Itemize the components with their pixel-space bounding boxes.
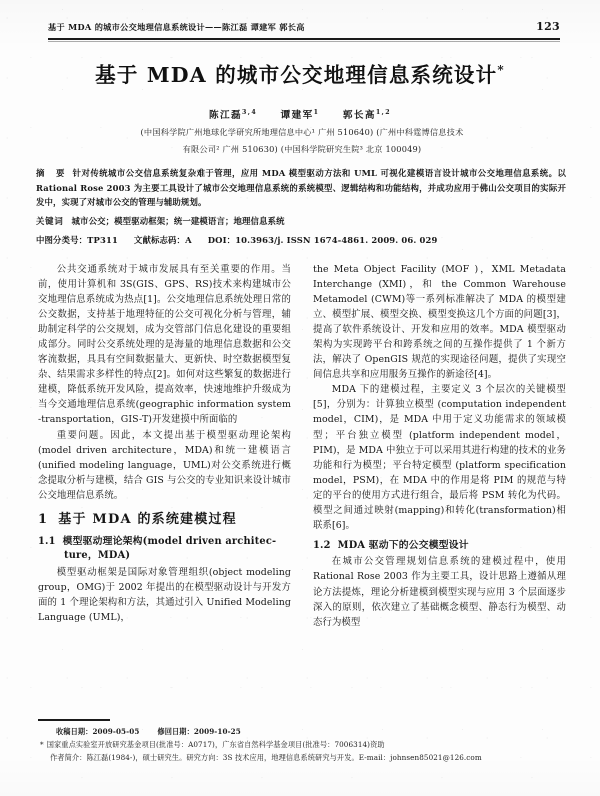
- author-3-affil-mark: 1,2: [375, 108, 392, 116]
- clc-value: TP311: [87, 235, 118, 246]
- affiliation-line-1: (中国科学院广州地球化学研究所地理信息中心¹ 广州 510640) (广州中科霆博信息技术: [140, 127, 464, 137]
- doc-type-label: 文献标志码：: [133, 235, 186, 246]
- left-paragraph-3: 模型驱动框架是国际对象管理组织(object modeling group，OMG)于 2002 年提出的在模型驱动设计与开发方面的 1 个理论架构和方法，其通过引入 Unified Modeling Language (UML)，: [38, 566, 291, 624]
- funding-text: 国家重点实验室开放研究基金项目(批准号：A0717)，广东省自然科学基金项目(批准号：7006314)资助: [46, 740, 385, 750]
- keywords-text: 城市公交；模型驱动框架；统一建模语言；地理信息系统: [71, 216, 285, 227]
- abstract-label: 摘 要: [36, 168, 69, 178]
- page-number: 123: [536, 20, 560, 33]
- header-rule: [48, 38, 560, 40]
- page-title-text: 基于 MDA 的城市公交地理信息系统设计: [95, 63, 498, 87]
- bio-label: 作者简介：: [50, 753, 87, 763]
- clc-label: 中图分类号：: [36, 235, 88, 246]
- subsection-title: MDA 驱动下的公交模型设计: [337, 539, 469, 551]
- section-title: 基于 MDA 的系统建模过程: [58, 511, 237, 527]
- doi-value: 10.3963/j. ISSN 1674-4861. 2009. 06. 029: [235, 235, 438, 246]
- revised-label: 修回日期：: [157, 727, 194, 736]
- received-date: 2009-05-05: [92, 727, 140, 736]
- author-1: [209, 110, 257, 121]
- author-2-name: 谭建军: [280, 110, 314, 121]
- footnote-dates: [38, 726, 566, 738]
- right-paragraph-3: 在城市公交管理规划信息系统的建模过程中，使用 Rational Rose 2003 作为主要工具，设计思路上遵循从理论方法提炼，理论分析建模到模型实现与应用 3 个层面逐步深入的原则，依次建立了基础概念模型、静态行为模型、动态行为模型: [313, 556, 566, 628]
- subsection-heading-1-1: [38, 535, 291, 564]
- keywords-line: [36, 214, 566, 229]
- classification-line: [36, 233, 566, 248]
- abstract-paragraph: [36, 166, 566, 210]
- subsection-number: 1.2: [313, 539, 331, 551]
- author-1-name: 陈江磊: [208, 110, 242, 121]
- left-paragraph-2: 重要问题。因此，本文提出基于模型驱动理论架构(model driven architecture，MDA)和统一建模语言(unified modeling language，UML)对公交系统进行概念提取分析与建模，结合 GIS 与公交的专业知识来设计城市公交地理信息系统。: [38, 429, 291, 501]
- section-number: 1: [38, 511, 49, 527]
- footnote-funding: [38, 739, 566, 751]
- footnote-author-bio: [38, 752, 566, 764]
- doi-label: DOI：: [207, 235, 236, 246]
- right-paragraph-1: the Meta Object Facility (MOF )，XML Metadata Interchange (XMI)，和 the Common Warehouse Metamodel (CWM)等一系列标准解决了 MDA 的模型建立、模型扩展、模型交换、模型变换这几个方面的问题[3]，提高了软件系统设计、开发和应用的效率。MDA 模型驱动架构为实现跨平台和跨系统之间的互操作提供了 1 个新方法，解决了 OpenGIS 规范的实现途径问题，提供了实现空间信息共享和应用服务互操作的新途径[4]。: [313, 264, 566, 381]
- funding-footnote-mark: *: [40, 740, 44, 750]
- abstract-text: 针对传统城市公交信息系统复杂难于管理，应用 MDA 模型驱动方法和 UML 可视化建模语言设计城市公交地理信息系统。以 Rational Rose 2003 为主要工具设计了城市公交地理信息系统的系统模型、逻辑结构和功能结构，并成功应用于佛山公交项目的实际开发中，实现了对城市公交的管理与辅助规划。: [36, 168, 566, 208]
- keywords-label: 关键词: [36, 216, 64, 227]
- left-column: [38, 262, 291, 714]
- revised-date: 2009-10-25: [193, 727, 241, 736]
- abstract-block: [36, 166, 566, 248]
- doc-type-value: A: [185, 235, 192, 246]
- subsection-title: 模型驱动理论架构(model driven architec-: [62, 535, 277, 547]
- running-head-title: 基于 MDA 的城市公交地理信息系统设计——陈江磊 谭建军 郭长高: [48, 22, 305, 32]
- affiliation-line-2: 有限公司² 广州 510630) (中国科学院研究生院³ 北京 100049): [182, 144, 422, 154]
- clc-segment: [36, 235, 118, 245]
- right-column: [313, 262, 566, 714]
- author-3: [343, 110, 391, 121]
- author-list: [0, 107, 600, 121]
- title-footnote-mark: *: [497, 63, 505, 78]
- author-2: [281, 110, 320, 121]
- left-paragraph-1: 公共交通系统对于城市发展具有至关重要的作用。当前，使用计算机和 3S(GIS、GPS、RS)技术来构建城市公交地理信息系统成为热点[1]。公交地理信息系统处理日常的公交数据，支持基于地理特征的公交可视化分析与管理，辅助制定科学的公交规划，成为交管部门信息化建设的重要组成部分。同时公交系统处理的是海量的地理信息数据和公交客流数据，具具有空间数据量大、更新快、时空数据模型复杂、结果需求多样性的特点[2]。如何对这些繁复的数据进行建模，降低系统开发风险，提高效率，快速地维护升级成为当今交通地理信息系统(geographic information system -transportation，GIS-T)开发建摸中所面临的: [38, 264, 291, 426]
- subsection-title-continued: ture，MDA): [64, 550, 131, 562]
- bio-text: 陈江磊(1984-)，硕士研究生。研究方向：3S 技术应用，地理信息系统研究与开发。E-mail：johnsen85021@126.com: [86, 753, 482, 763]
- right-paragraph-2: MDA 下的建模过程，主要定义 3 个层次的关键模型[5]，分别为：计算独立模型 (computation independent model，CIM)，是 MDA 中用于定义功能需求的领域模型；平台独立模型 (platform independent model，PIM)，是 MDA 中独立于可以采用其进行构建的技术的业务功能和行为模型；平台特定模型 (platform specification model，PSM)，在 MDA 中的作用是将 PIM 的规范与特定的平台的使用方式进行组合，最后将 PSM 转化为代码。模型之间通过映射(mapping)和转化(transformation)相联系[6]。: [313, 384, 566, 531]
- body-columns: [38, 262, 566, 714]
- received-label: 收稿日期：: [56, 727, 93, 736]
- author-3-name: 郭长高: [342, 110, 376, 121]
- author-2-affil-mark: 1: [313, 108, 320, 116]
- page-title: [0, 58, 600, 88]
- author-1-affil-mark: 3,4: [241, 108, 258, 116]
- doc-type-segment: [134, 235, 192, 245]
- footnote-block: [38, 726, 566, 765]
- section-heading-1: [38, 510, 291, 529]
- subsection-heading-1-2: [313, 539, 566, 554]
- subsection-number: 1.1: [38, 535, 56, 547]
- footnote-rule: [38, 719, 110, 721]
- doi-segment: [208, 235, 438, 245]
- running-head: [48, 20, 560, 36]
